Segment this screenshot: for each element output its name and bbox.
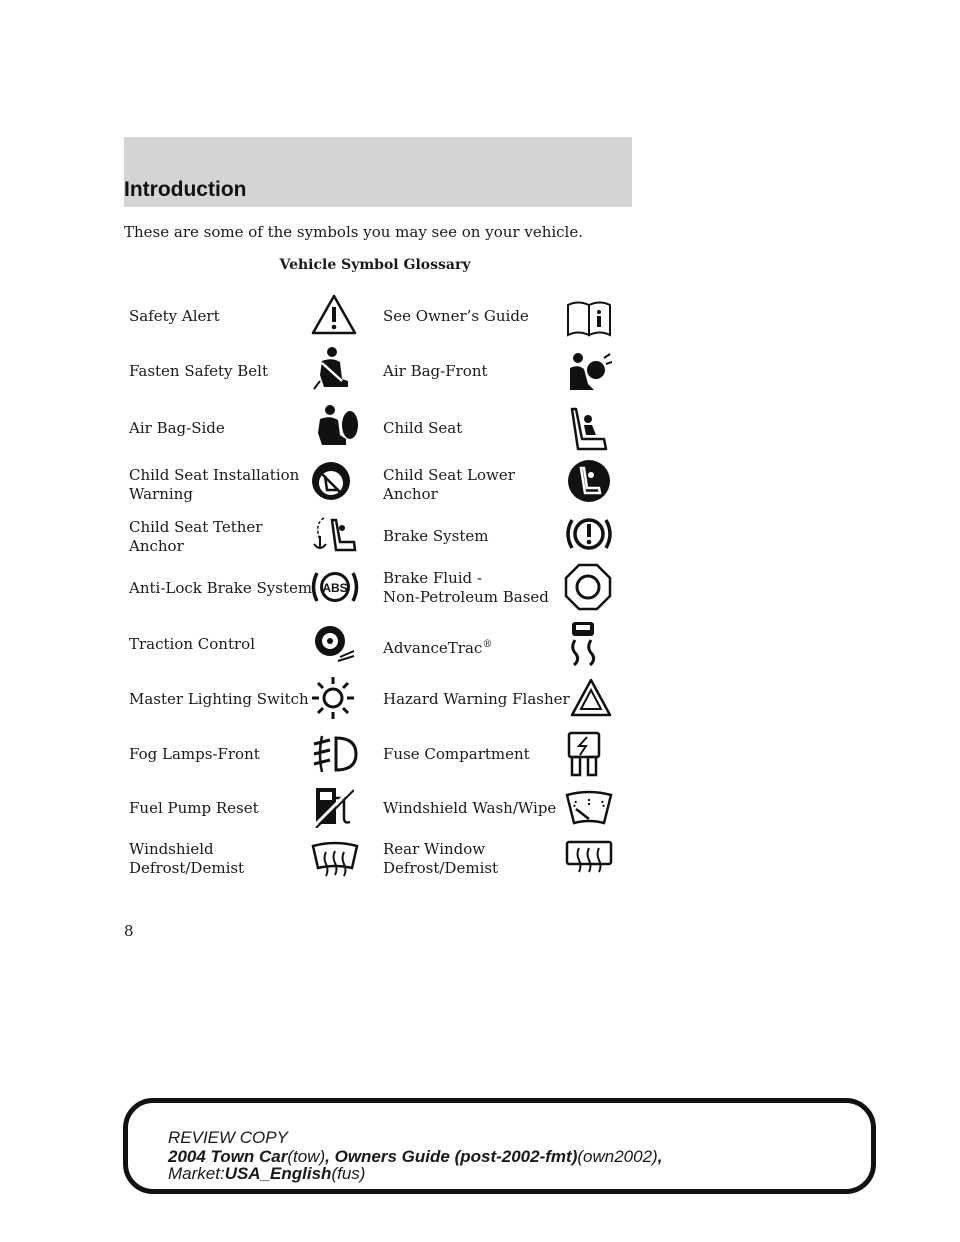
trademark-symbol: ® (482, 639, 493, 650)
fuse-icon (566, 730, 602, 778)
rear-defrost-icon (564, 838, 614, 878)
label-anti-lock-brake-system: Anti-Lock Brake System (129, 579, 313, 597)
label-master-lighting-switch: Master Lighting Switch (129, 690, 309, 708)
footer-market-line: Market:USA_English(fus) (168, 1164, 366, 1183)
wash-wipe-icon (564, 787, 614, 827)
safety-alert-icon (310, 293, 358, 337)
label-rear-window-defrost: Rear Window Defrost/Demist (383, 840, 499, 877)
page-number: 8 (124, 922, 134, 940)
label-brake-fluid: Brake Fluid - Non-Petroleum Based (383, 569, 549, 606)
label-airbag-front: Air Bag-Front (383, 362, 488, 380)
windshield-defrost-icon (310, 840, 360, 878)
child-seat-tether-icon (310, 514, 358, 554)
traction-control-icon (310, 623, 356, 663)
label-fasten-safety-belt: Fasten Safety Belt (129, 362, 269, 380)
label-fuel-pump-reset: Fuel Pump Reset (129, 799, 259, 817)
label-brake-system: Brake System (383, 527, 489, 545)
label-safety-alert: Safety Alert (129, 307, 220, 325)
glossary-title: Vehicle Symbol Glossary (279, 257, 471, 273)
svg-text:ABS: ABS (322, 581, 348, 595)
review-copy-footer (123, 1098, 876, 1194)
label-owners-guide: See Owner’s Guide (383, 307, 529, 325)
child-seat-icon (566, 405, 608, 451)
lighting-switch-icon (310, 675, 356, 721)
label-fuse-compartment: Fuse Compartment (383, 745, 530, 763)
label-airbag-side: Air Bag-Side (129, 419, 225, 437)
fog-lamps-icon (310, 732, 358, 776)
advancetrac-icon (566, 620, 600, 666)
label-child-seat-tether-anchor: Child Seat Tether Anchor (129, 518, 263, 555)
airbag-side-icon (310, 403, 360, 447)
label-fog-lamps-front: Fog Lamps-Front (129, 745, 260, 763)
label-hazard-warning-flasher: Hazard Warning Flasher (383, 690, 570, 708)
brake-system-icon (564, 514, 614, 554)
label-windshield-defrost: Windshield Defrost/Demist (129, 840, 245, 877)
section-title: Introduction (124, 178, 247, 201)
label-child-seat-lower-anchor: Child Seat Lower Anchor (383, 466, 515, 503)
brake-fluid-icon (564, 563, 612, 611)
label-windshield-wash-wipe: Windshield Wash/Wipe (383, 799, 557, 817)
fuel-pump-reset-icon (312, 784, 354, 828)
label-child-seat-installation-warning: Child Seat Installation Warning (129, 466, 300, 503)
label-child-seat: Child Seat (383, 419, 463, 437)
hazard-flasher-icon (570, 678, 612, 718)
airbag-front-icon (566, 350, 612, 394)
seat-belt-icon (310, 345, 352, 393)
label-traction-control: Traction Control (129, 635, 255, 653)
child-seat-warning-icon (310, 460, 352, 502)
intro-text: These are some of the symbols you may see on your vehicle. (124, 223, 583, 241)
footer-review-label: REVIEW COPY (168, 1128, 288, 1147)
owners-guide-icon (566, 297, 612, 337)
footer-model-line: 2004 Town Car(tow), Owners Guide (post-2002-fmt)(own2002), (168, 1147, 663, 1166)
child-seat-lower-anchor-icon (566, 458, 612, 504)
abs-icon (310, 567, 360, 607)
label-advancetrac: AdvanceTrac® (383, 639, 493, 657)
